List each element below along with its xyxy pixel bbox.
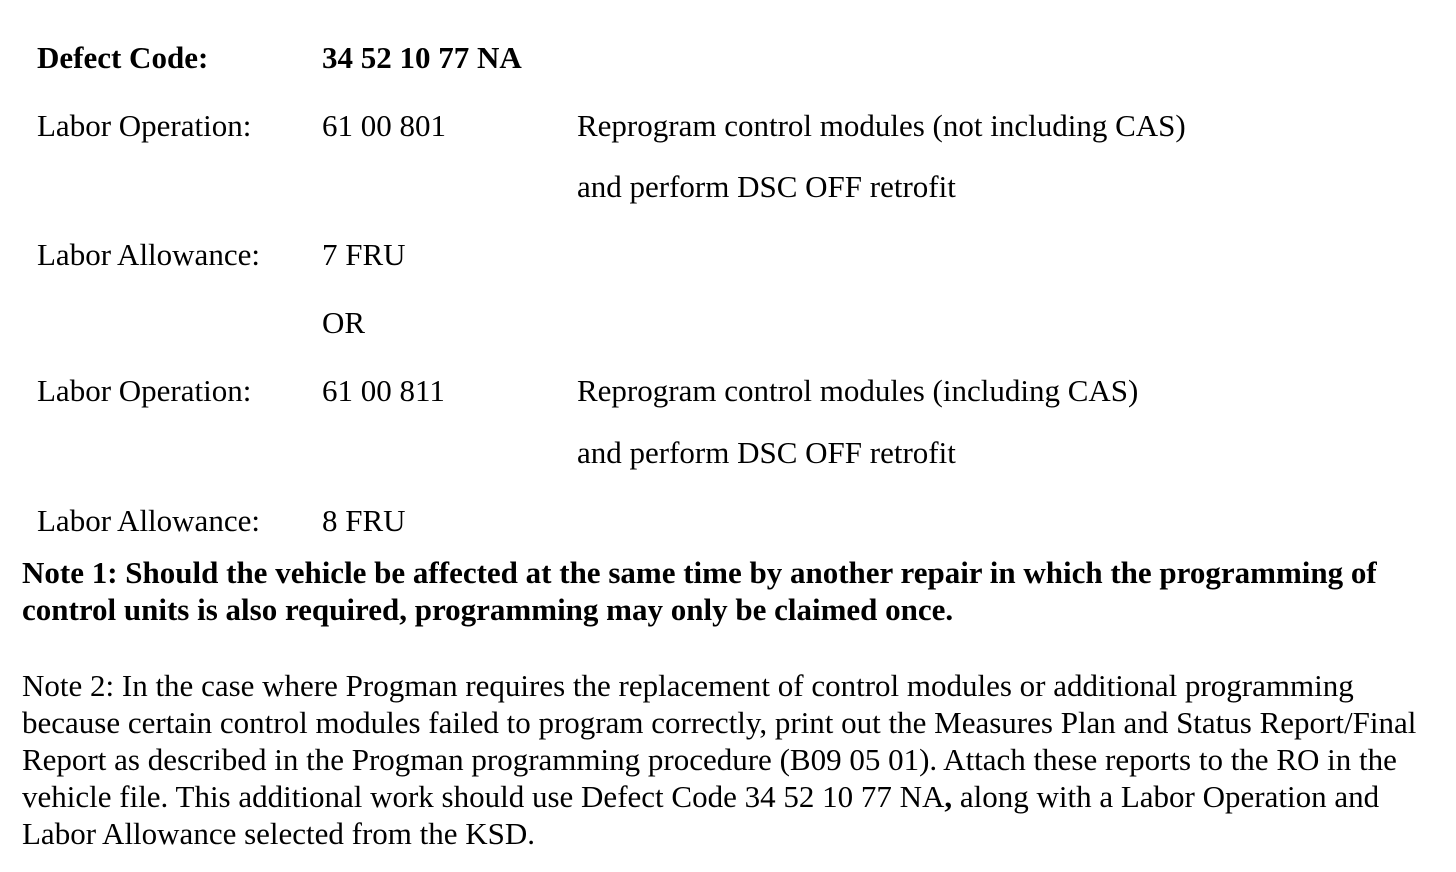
labor-operation-description-cont: and perform DSC OFF retrofit	[577, 435, 956, 470]
note-2	[22, 667, 1432, 852]
labor-operation-code: 61 00 801	[322, 108, 446, 143]
labor-allowance-label: Labor Allowance:	[37, 237, 260, 272]
labor-operation-description: Reprogram control modules (including CAS)	[577, 373, 1139, 408]
labor-operation-label: Labor Operation:	[37, 108, 252, 143]
note-1: Note 1: Should the vehicle be affected at the same time by another repair in which the programming of control units is also required, programming may only be claimed once.	[22, 555, 1377, 627]
labor-operation-description: Reprogram control modules (not including CAS)	[577, 108, 1186, 143]
labor-allowance-label: Labor Allowance:	[37, 503, 260, 538]
defect-code-label: Defect Code:	[37, 40, 209, 75]
labor-allowance-value: 7 FRU	[322, 237, 406, 272]
labor-allowance-value: 8 FRU	[322, 503, 406, 538]
or-separator: OR	[322, 305, 366, 340]
labor-operation-code: 61 00 811	[322, 373, 445, 408]
labor-operation-label: Labor Operation:	[37, 373, 252, 408]
labor-operation-description-cont: and perform DSC OFF retrofit	[577, 169, 956, 204]
note-2-text: Note 2: In the case where Progman requires the replacement of control modules or additional programming because certain control modules failed to program correctly, print out the Measures Plan and Status Report/Final Report as described in the Progman programming procedure (B09 05 01). Attach these reports to the RO in the vehicle file. This additional work should use Defect Code 34 52 10 77 NA	[22, 668, 1417, 814]
defect-code-value: 34 52 10 77 NA	[322, 40, 522, 75]
note-2-text-end: along with a Labor Operation and Labor Allowance selected from the KSD.	[22, 779, 1380, 851]
note-2-comma: ,	[944, 779, 953, 814]
